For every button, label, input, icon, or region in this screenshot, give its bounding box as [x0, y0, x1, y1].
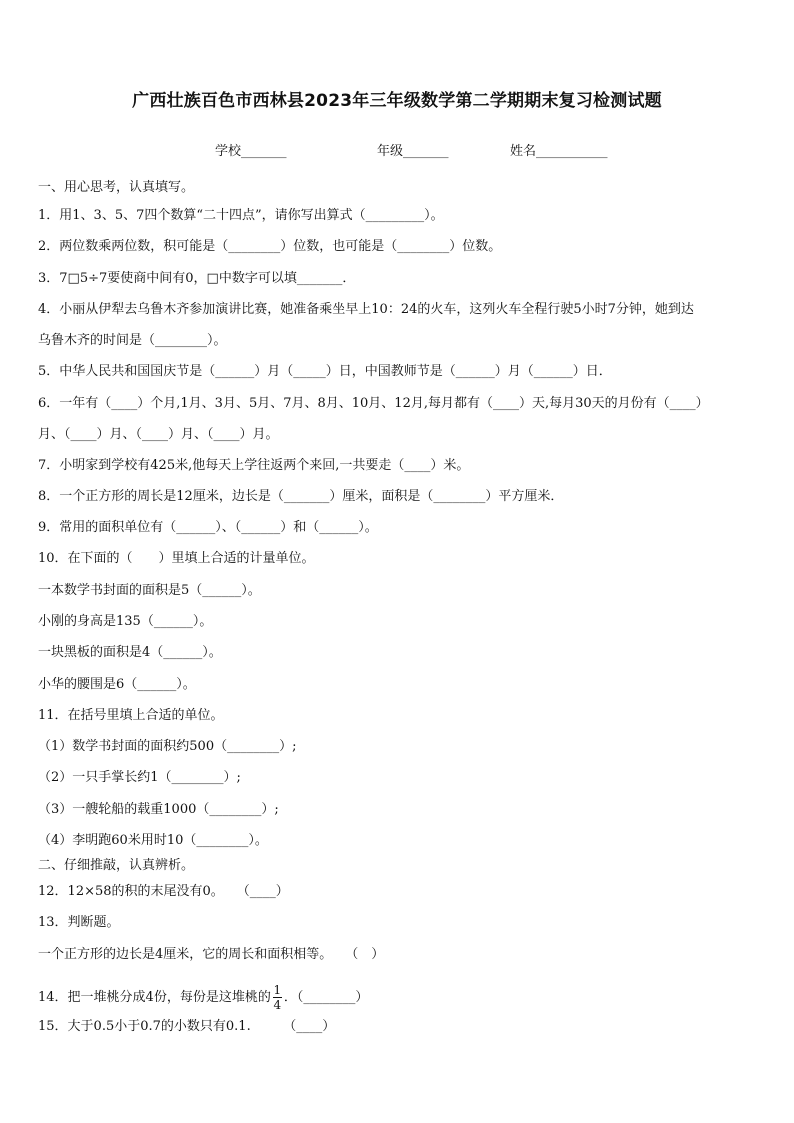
section-heading-1: 一、用心思考，认真填写。: [38, 180, 195, 195]
question-7: 7．小明家到学校有425米,他每天上学往返两个来回,一共要走（____）米。: [38, 458, 470, 473]
school-field: 学校_______: [215, 144, 287, 159]
page-title: 广西壮族百色市西林县2023年三年级数学第二学期期末复习检测试题: [132, 91, 662, 111]
question-14-text: 14．把一堆桃分成4份，每份是这堆桃的: [38, 990, 271, 1005]
question-11-item-2: （2）一只手掌长约1（________）;: [38, 770, 241, 785]
question-11-item-3: （3）一艘轮船的载重1000（________）;: [38, 802, 279, 817]
fraction-numerator: 1: [273, 983, 282, 997]
fraction-denominator: 4: [273, 998, 282, 1012]
question-12: 12．12×58的积的末尾没有0。 （____）: [38, 884, 289, 899]
question-10-item-2: 小刚的身高是135（______）。: [38, 614, 213, 629]
question-13-statement: 一个正方形的边长是4厘米，它的周长和面积相等。 （ ）: [38, 947, 385, 962]
question-11-item-4: （4）李明跑60米用时10（________）。: [38, 833, 268, 848]
question-4-line-2: 乌鲁木齐的时间是（________）。: [38, 333, 227, 348]
question-5: 5．中华人民共和国国庆节是（______）月（_____）日，中国教师节是（______）月（______）日．: [38, 364, 612, 379]
question-6-line-2: 月、（____）月、（____）月、（____）月。: [38, 427, 279, 442]
question-2: 2．两位数乘两位数，积可能是（________）位数，也可能是（________）位数。: [38, 239, 502, 254]
question-10-item-3: 一块黑板的面积是4（______）。: [38, 645, 222, 660]
question-4-line-1: 4．小丽从伊犁去乌鲁木齐参加演讲比赛，她准备乘坐早上10：24的火车，这列火车全程行驶5小时7分钟，她到达: [38, 302, 694, 317]
question-11: 11．在括号里填上合适的单位。: [38, 708, 224, 723]
question-14-answer: ．（________）: [283, 990, 369, 1005]
question-10: 10．在下面的（ ）里填上合适的计量单位。: [38, 551, 315, 566]
question-1: 1．用1、3、5、7四个数算“二十四点”，请你写出算式（_________）。: [38, 208, 444, 223]
question-8: 8．一个正方形的周长是12厘米，边长是（_______）厘米，面积是（________）平方厘米．: [38, 489, 564, 504]
question-14: [38, 984, 368, 1011]
question-10-item-1: 一本数学书封面的面积是5（______）。: [38, 583, 261, 598]
question-11-item-1: （1）数学书封面的面积约500（________）;: [38, 739, 297, 754]
question-10-item-4: 小华的腰围是6（______）。: [38, 677, 196, 692]
question-9: 9．常用的面积单位有（______）、（______）和（______）。: [38, 520, 378, 535]
section-heading-2: 二、仔细推敲，认真辨析。: [38, 858, 195, 873]
question-15: 15．大于0.5小于0.7的小数只有0.1. （____）: [38, 1019, 336, 1034]
fraction: [273, 984, 282, 1011]
question-3: 3．7□5÷7要使商中间有0，□中数字可以填_______．: [38, 271, 356, 286]
question-13: 13．判断题。: [38, 915, 120, 930]
name-field: 姓名___________: [510, 144, 608, 159]
grade-field: 年级_______: [377, 144, 449, 159]
question-6-line-1: 6．一年有（____）个月,1月、3月、5月、7月、8月、10月、12月,每月都有（____）天,每月30天的月份有（____）: [38, 396, 709, 411]
